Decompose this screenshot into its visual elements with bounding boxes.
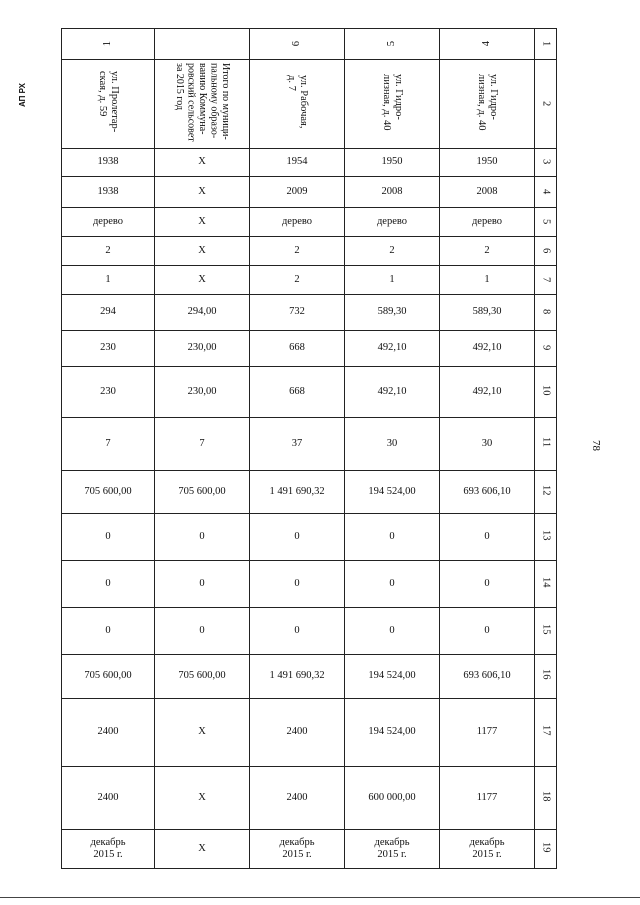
- row-number: 15: [535, 608, 557, 655]
- table-cell: декабрь 2015 г.: [440, 830, 535, 869]
- table-cell: 705 600,00: [62, 471, 155, 514]
- row-number: 6: [535, 237, 557, 266]
- table-row: [62, 149, 557, 177]
- table-cell: 693 606,10: [440, 471, 535, 514]
- table-cell: 705 600,00: [155, 471, 250, 514]
- table-cell: декабрь 2015 г.: [62, 830, 155, 869]
- table-cell: 0: [250, 514, 345, 561]
- table-cell: 492,10: [345, 331, 440, 367]
- table-cell: декабрь 2015 г.: [345, 830, 440, 869]
- table-cell: 0: [155, 514, 250, 561]
- page-number: 78: [590, 440, 602, 451]
- row-number: 17: [535, 699, 557, 767]
- table-cell: 30: [345, 418, 440, 471]
- table-cell: 230,00: [155, 367, 250, 418]
- table-cell: 30: [440, 418, 535, 471]
- table-cell: дерево: [345, 208, 440, 237]
- column-number: 5: [345, 29, 440, 60]
- table-cell: 1 491 690,32: [250, 655, 345, 699]
- table-cell: Х: [155, 767, 250, 830]
- table-cell: 2: [345, 237, 440, 266]
- table-cell: 1938: [62, 149, 155, 177]
- table-cell: 0: [345, 608, 440, 655]
- table-cell: 705 600,00: [155, 655, 250, 699]
- table-row: [62, 471, 557, 514]
- table-cell: 194 524,00: [345, 699, 440, 767]
- row-number: 2: [535, 60, 557, 149]
- table-cell: 1938: [62, 177, 155, 208]
- table-cell: 37: [250, 418, 345, 471]
- column-number: 4: [440, 29, 535, 60]
- table-cell: 668: [250, 331, 345, 367]
- table-row: [62, 514, 557, 561]
- table-cell: 600 000,00: [345, 767, 440, 830]
- address-cell: ул. Рабочая, д. 7: [250, 60, 345, 149]
- table-cell: декабрь 2015 г.: [250, 830, 345, 869]
- column-number: [155, 29, 250, 60]
- table-row: [62, 830, 557, 869]
- row-number: 3: [535, 149, 557, 177]
- table-cell: дерево: [440, 208, 535, 237]
- address-cell: ул. Пролетар- ская, д. 59: [62, 60, 155, 149]
- table-cell: 589,30: [345, 295, 440, 331]
- table-row: [62, 418, 557, 471]
- table-cell: 230: [62, 367, 155, 418]
- table-row: [62, 29, 557, 60]
- table-cell: 1950: [440, 149, 535, 177]
- table-cell: Х: [155, 266, 250, 295]
- table-cell: 1: [345, 266, 440, 295]
- column-number: 1: [62, 29, 155, 60]
- table-cell: 1177: [440, 699, 535, 767]
- table-cell: 0: [155, 608, 250, 655]
- table-cell: Х: [155, 699, 250, 767]
- table-cell: дерево: [250, 208, 345, 237]
- address-cell: ул. Гидро- лизная, д. 40: [440, 60, 535, 149]
- table-cell: 2400: [250, 767, 345, 830]
- row-number: 16: [535, 655, 557, 699]
- table-row: [62, 295, 557, 331]
- table-row: [62, 177, 557, 208]
- page-edge-divider: [0, 897, 640, 898]
- table-cell: 693 606,10: [440, 655, 535, 699]
- table-cell: Х: [155, 830, 250, 869]
- table-row: [62, 655, 557, 699]
- table-cell: 194 524,00: [345, 655, 440, 699]
- table-cell: 0: [62, 561, 155, 608]
- table-cell: 589,30: [440, 295, 535, 331]
- row-number: 4: [535, 177, 557, 208]
- table-cell: 0: [345, 514, 440, 561]
- table-cell: 7: [62, 418, 155, 471]
- table-cell: 230: [62, 331, 155, 367]
- address-cell: ул. Гидро- лизная, д. 40: [345, 60, 440, 149]
- table-cell: 0: [440, 514, 535, 561]
- table-cell: 294: [62, 295, 155, 331]
- table-cell: 1954: [250, 149, 345, 177]
- table-row: [62, 60, 557, 149]
- row-number: 12: [535, 471, 557, 514]
- table-cell: 0: [440, 608, 535, 655]
- table-cell: 732: [250, 295, 345, 331]
- table-cell: 0: [250, 561, 345, 608]
- table-cell: 2008: [345, 177, 440, 208]
- table-cell: 294,00: [155, 295, 250, 331]
- table-cell: 2: [250, 266, 345, 295]
- data-table: [61, 28, 557, 869]
- table-cell: Х: [155, 177, 250, 208]
- table-row: [62, 266, 557, 295]
- table-cell: 1177: [440, 767, 535, 830]
- table-row: [62, 331, 557, 367]
- table-cell: 0: [62, 514, 155, 561]
- table-row: [62, 699, 557, 767]
- table-cell: дерево: [62, 208, 155, 237]
- table-cell: 1 491 690,32: [250, 471, 345, 514]
- table-cell: 2: [62, 237, 155, 266]
- table-cell: 0: [250, 608, 345, 655]
- row-number: 10: [535, 367, 557, 418]
- row-number: 9: [535, 331, 557, 367]
- address-cell: Итого по муници- пальному образо- ванию Коммуна- ровский сельсовет за 2015 год: [155, 60, 250, 149]
- row-number: 14: [535, 561, 557, 608]
- table-cell: 0: [440, 561, 535, 608]
- table-cell: 2: [250, 237, 345, 266]
- row-number: 11: [535, 418, 557, 471]
- table-cell: 2009: [250, 177, 345, 208]
- table-row: [62, 608, 557, 655]
- table-cell: 230,00: [155, 331, 250, 367]
- archive-margin-mark: АП РХ: [18, 83, 27, 108]
- table-row: [62, 237, 557, 266]
- table-cell: 2008: [440, 177, 535, 208]
- table-cell: 2400: [62, 699, 155, 767]
- table-row: [62, 767, 557, 830]
- row-number: 7: [535, 266, 557, 295]
- row-number: 8: [535, 295, 557, 331]
- table-cell: 2: [440, 237, 535, 266]
- table-row: [62, 208, 557, 237]
- table-row: [62, 561, 557, 608]
- row-number: 5: [535, 208, 557, 237]
- table-cell: 492,10: [440, 367, 535, 418]
- table-cell: Х: [155, 237, 250, 266]
- row-number: 13: [535, 514, 557, 561]
- table-cell: 194 524,00: [345, 471, 440, 514]
- table-cell: 705 600,00: [62, 655, 155, 699]
- table-cell: 1: [440, 266, 535, 295]
- table-cell: 668: [250, 367, 345, 418]
- row-number: 1: [535, 29, 557, 60]
- table-row: [62, 367, 557, 418]
- table-cell: 0: [62, 608, 155, 655]
- table-cell: 492,10: [345, 367, 440, 418]
- table-cell: 7: [155, 418, 250, 471]
- table-cell: 0: [155, 561, 250, 608]
- row-number: 19: [535, 830, 557, 869]
- row-number: 18: [535, 767, 557, 830]
- table-cell: 0: [345, 561, 440, 608]
- table-cell: 492,10: [440, 331, 535, 367]
- table-cell: Х: [155, 208, 250, 237]
- column-number: 6: [250, 29, 345, 60]
- table-cell: 1950: [345, 149, 440, 177]
- table-cell: 1: [62, 266, 155, 295]
- table-cell: 2400: [250, 699, 345, 767]
- table-cell: 2400: [62, 767, 155, 830]
- table-cell: Х: [155, 149, 250, 177]
